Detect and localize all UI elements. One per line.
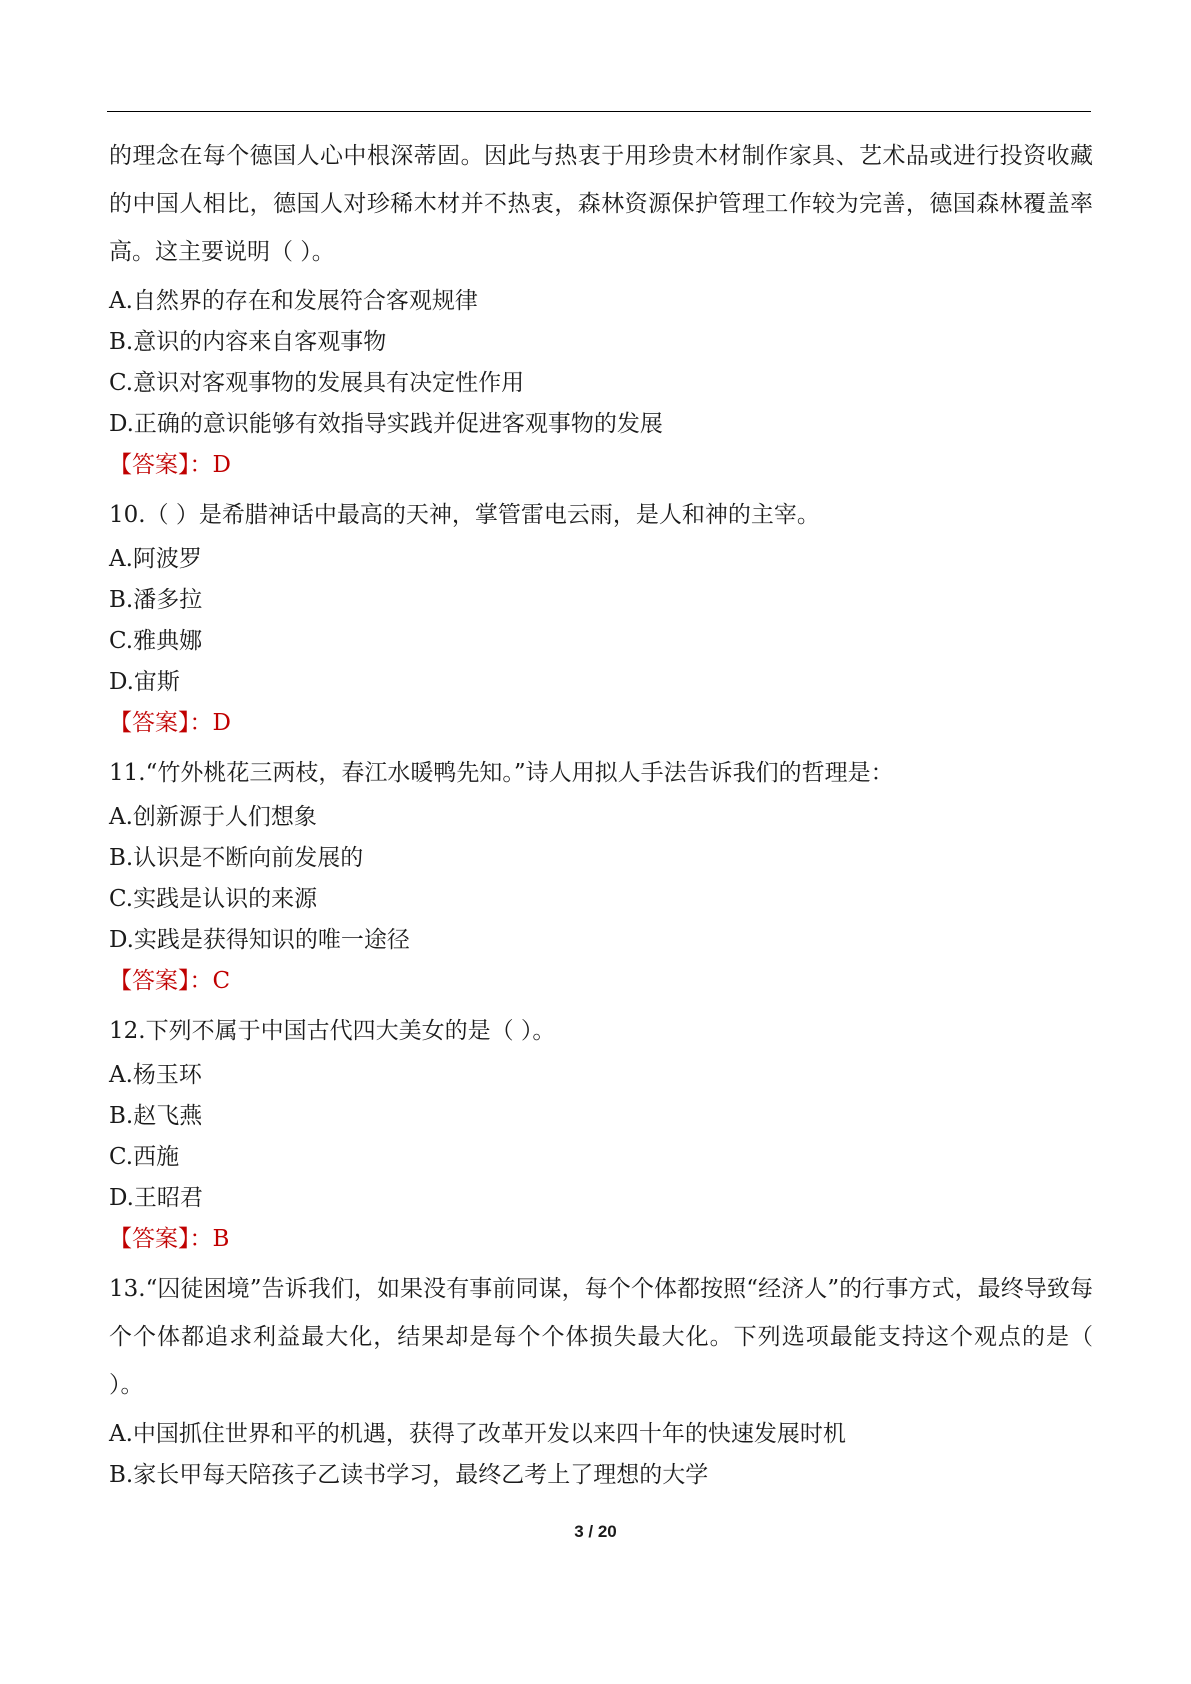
answer-line: [109, 961, 1093, 1002]
answer-label: 【答案】：: [109, 1226, 213, 1252]
answer-label: 【答案】：: [109, 452, 213, 478]
answer-line: [109, 445, 1093, 486]
option-a: A.自然界的存在和发展符合客观规律: [109, 288, 478, 314]
answer-label: 【答案】：: [109, 710, 213, 736]
question-11: [109, 749, 1093, 1002]
option-d: D.正确的意识能够有效指导实践并促进客观事物的发展: [109, 411, 663, 437]
answer-value: C: [212, 968, 231, 994]
option-d: D.宙斯: [109, 669, 180, 695]
option-a: A.中国抓住世界和平的机遇，获得了改革开发以来四十年的快速发展时机: [109, 1421, 846, 1447]
option-b: B.意识的内容来自客观事物: [109, 329, 387, 355]
option-a: A.创新源于人们想象: [109, 804, 317, 830]
option-d: D.实践是获得知识的唯一途径: [109, 927, 410, 953]
option-b: B.认识是不断向前发展的: [109, 845, 364, 871]
option-c: C.实践是认识的来源: [109, 886, 318, 912]
option-d: D.王昭君: [109, 1185, 203, 1211]
question-stem: 12.下列不属于中国古代四大美女的是（ ）。: [109, 1018, 556, 1044]
question-9-continued: [109, 132, 1093, 486]
question-stem: 13.“囚徒困境”告诉我们，如果没有事前同谋，每个个体都按照“经济人”的行事方式，最终导致每个个体都追求利益最大化，结果却是每个个体损失最大化。下列选项最能支持这个观点的是（ ）。: [109, 1276, 1093, 1398]
question-stem: 的理念在每个德国人心中根深蒂固。因此与热衷于用珍贵木材制作家具、艺术品或进行投资收藏的中国人相比，德国人对珍稀木材并不热衷，森林资源保护管理工作较为完善，德国森林覆盖率高。这主要说明（ ）。: [109, 143, 1093, 265]
answer-label: 【答案】：: [109, 968, 213, 994]
option-c: C.西施: [109, 1144, 180, 1170]
option-c: C.雅典娜: [109, 628, 203, 654]
page-content: [109, 132, 1093, 1496]
answer-line: [109, 703, 1093, 744]
question-12: [109, 1007, 1093, 1260]
question-10: [109, 491, 1093, 744]
option-a: A.阿波罗: [109, 546, 202, 572]
option-b: B.赵飞燕: [109, 1103, 203, 1129]
option-c: C.意识对客观事物的发展具有决定性作用: [109, 370, 525, 396]
header-rule: [107, 111, 1091, 112]
question-stem: 10.（ ）是希腊神话中最高的天神，掌管雷电云雨，是人和神的主宰。: [109, 502, 820, 528]
question-stem: 11.“竹外桃花三两枝，春江水暖鸭先知。”诗人用拟人手法告诉我们的哲理是：: [109, 760, 894, 786]
option-b: B.家长甲每天陪孩子乙读书学习，最终乙考上了理想的大学: [109, 1462, 709, 1488]
question-13: [109, 1265, 1093, 1496]
answer-value: D: [212, 710, 231, 736]
answer-line: [109, 1219, 1093, 1260]
option-a: A.杨玉环: [109, 1062, 202, 1088]
answer-value: D: [212, 452, 231, 478]
answer-value: B: [212, 1226, 230, 1252]
page-number: 3 / 20: [574, 1522, 617, 1541]
option-b: B.潘多拉: [109, 587, 203, 613]
